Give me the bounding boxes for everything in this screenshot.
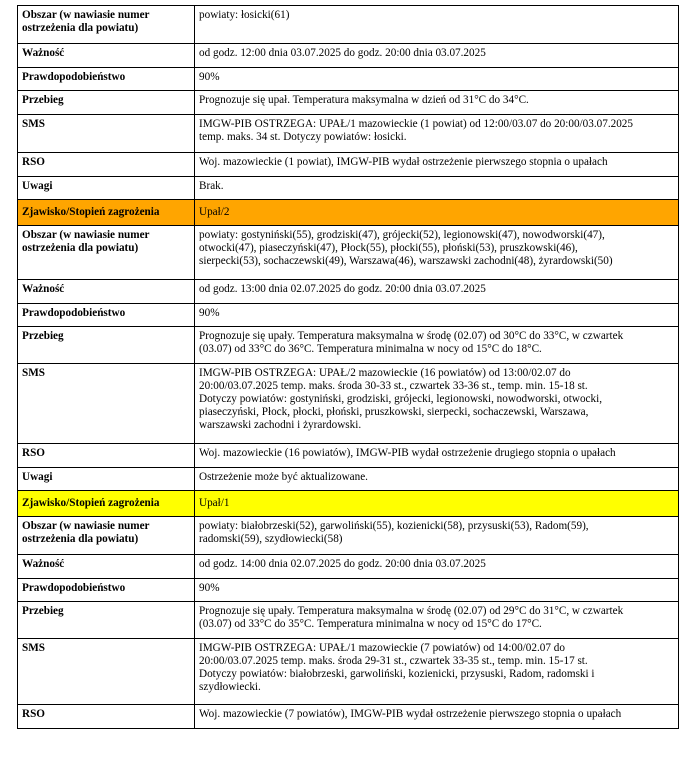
row-rso <box>18 444 679 468</box>
label-sms: SMS <box>18 364 195 444</box>
row-sms <box>18 364 679 444</box>
value-area: powiaty: łosicki(61) <box>195 6 679 44</box>
row-course <box>18 327 679 364</box>
value-phenomenon: Upał/2 <box>195 200 679 226</box>
label-rso: RSO <box>18 153 195 177</box>
value-probability: 90% <box>195 68 679 91</box>
row-notes <box>18 468 679 491</box>
row-probability <box>18 304 679 327</box>
label-notes: Uwagi <box>18 468 195 491</box>
label-sms: SMS <box>18 639 195 705</box>
value-course: Prognozuje się upały. Temperatura maksymalna w środę (02.07) od 29°C do 31°C, w czwartek (03.07) od 33°C do 35°C. Temperatura minimalna w nocy od 15°C do 17°C. <box>195 602 679 639</box>
value-validity: od godz. 13:00 dnia 02.07.2025 do godz. 20:00 dnia 03.07.2025 <box>195 280 679 304</box>
label-probability: Prawdopodobieństwo <box>18 579 195 602</box>
row-rso <box>18 153 679 177</box>
label-course: Przebieg <box>18 327 195 364</box>
value-sms: IMGW-PIB OSTRZEGA: UPAŁ/1 mazowieckie (1 powiat) od 12:00/03.07 do 20:00/03.07.2025 temp. maks. 34 st. Dotyczy powiatów: łosicki. <box>195 115 679 153</box>
label-sms: SMS <box>18 115 195 153</box>
value-notes: Ostrzeżenie może być aktualizowane. <box>195 468 679 491</box>
warnings-document <box>17 5 679 729</box>
value-sms: IMGW-PIB OSTRZEGA: UPAŁ/2 mazowieckie (16 powiatów) od 13:00/02.07 do 20:00/03.07.2025 temp. maks. środa 30-33 st., czwartek 33-36 st., temp. min. 15-18 st. Dotyczy powiatów: gostyniński, grodziski, grójecki, legionowski, nowodworski, otwocki, piaseczyński, Płock, płocki, płoński, pruszkowski, sierpecki, sochaczewski, Warszawa, warszawski zachodni i żyrardowski. <box>195 364 679 444</box>
row-phenomenon-level1 <box>18 491 679 517</box>
row-course <box>18 91 679 115</box>
row-course <box>18 602 679 639</box>
label-probability: Prawdopodobieństwo <box>18 68 195 91</box>
value-rso: Woj. mazowieckie (7 powiatów), IMGW-PIB wydał ostrzeżenie pierwszego stopnia o upałach <box>195 705 679 729</box>
warnings-table <box>17 5 679 729</box>
row-sms <box>18 639 679 705</box>
row-probability <box>18 579 679 602</box>
label-area: Obszar (w nawiasie numer ostrzeżenia dla powiatu) <box>18 226 195 280</box>
row-area <box>18 226 679 280</box>
value-course: Prognozuje się upał. Temperatura maksymalna w dzień od 31°C do 34°C. <box>195 91 679 115</box>
label-validity: Ważność <box>18 555 195 579</box>
label-phenomenon: Zjawisko/Stopień zagrożenia <box>18 491 195 517</box>
label-course: Przebieg <box>18 602 195 639</box>
label-area: Obszar (w nawiasie numer ostrzeżenia dla powiatu) <box>18 517 195 555</box>
value-rso: Woj. mazowieckie (1 powiat), IMGW-PIB wydał ostrzeżenie pierwszego stopnia o upałach <box>195 153 679 177</box>
row-notes <box>18 177 679 200</box>
label-phenomenon: Zjawisko/Stopień zagrożenia <box>18 200 195 226</box>
value-notes: Brak. <box>195 177 679 200</box>
row-rso <box>18 705 679 729</box>
row-phenomenon-level2 <box>18 200 679 226</box>
label-course: Przebieg <box>18 91 195 115</box>
value-sms: IMGW-PIB OSTRZEGA: UPAŁ/1 mazowieckie (7 powiatów) od 14:00/02.07 do 20:00/03.07.2025 temp. maks. środa 29-31 st., czwartek 33-35 st., temp. min. 15-17 st. Dotyczy powiatów: białobrzeski, garwoliński, kozienicki, przysuski, Radom, radomski i szydłowiecki. <box>195 639 679 705</box>
label-validity: Ważność <box>18 280 195 304</box>
row-area <box>18 6 679 44</box>
label-probability: Prawdopodobieństwo <box>18 304 195 327</box>
row-area <box>18 517 679 555</box>
row-validity <box>18 280 679 304</box>
row-validity <box>18 555 679 579</box>
label-rso: RSO <box>18 444 195 468</box>
value-phenomenon: Upał/1 <box>195 491 679 517</box>
value-validity: od godz. 12:00 dnia 03.07.2025 do godz. 20:00 dnia 03.07.2025 <box>195 44 679 68</box>
label-area: Obszar (w nawiasie numer ostrzeżenia dla powiatu) <box>18 6 195 44</box>
value-area: powiaty: białobrzeski(52), garwoliński(55), kozienicki(58), przysuski(53), Radom(59), radomski(59), szydłowiecki(58) <box>195 517 679 555</box>
value-course: Prognozuje się upały. Temperatura maksymalna w środę (02.07) od 30°C do 33°C, w czwartek (03.07) od 33°C do 36°C. Temperatura minimalna w nocy od 15°C do 18°C. <box>195 327 679 364</box>
row-validity <box>18 44 679 68</box>
label-rso: RSO <box>18 705 195 729</box>
value-validity: od godz. 14:00 dnia 02.07.2025 do godz. 20:00 dnia 03.07.2025 <box>195 555 679 579</box>
row-probability <box>18 68 679 91</box>
value-probability: 90% <box>195 304 679 327</box>
row-sms <box>18 115 679 153</box>
value-probability: 90% <box>195 579 679 602</box>
label-notes: Uwagi <box>18 177 195 200</box>
value-rso: Woj. mazowieckie (16 powiatów), IMGW-PIB wydał ostrzeżenie drugiego stopnia o upałach <box>195 444 679 468</box>
value-area: powiaty: gostyniński(55), grodziski(47), grójecki(52), legionowski(47), nowodworski(47), otwocki(47), piaseczyński(47), Płock(55), płocki(55), płoński(53), pruszkowski(46), sierpecki(53), sochaczewski(49), Warszawa(46), warszawski zachodni(48), żyrardowski(50) <box>195 226 679 280</box>
label-validity: Ważność <box>18 44 195 68</box>
